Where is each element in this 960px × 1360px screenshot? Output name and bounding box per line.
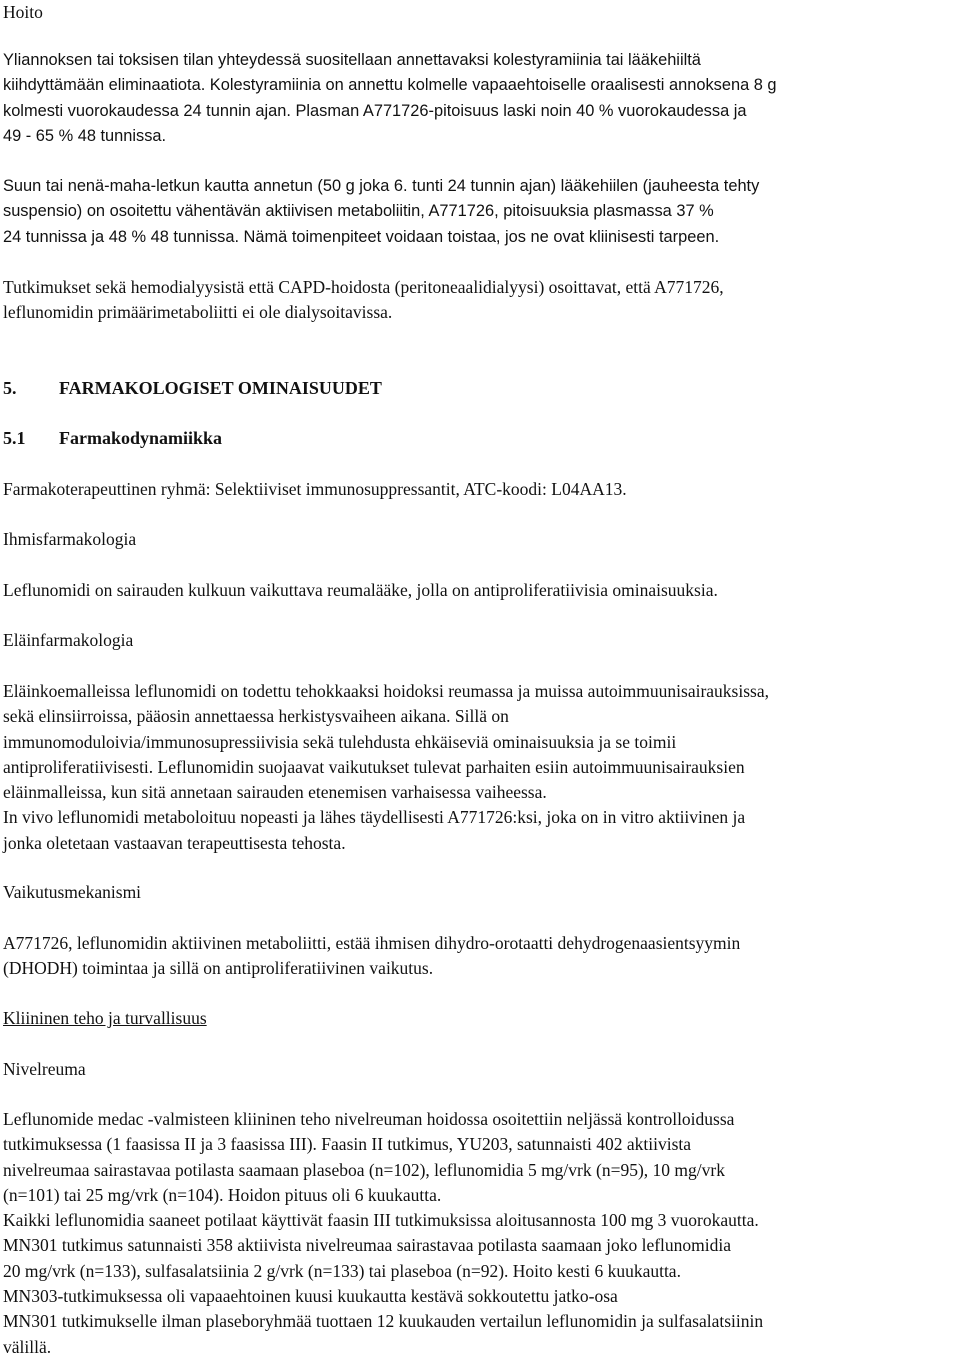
- text-line: 49 - 65 % 48 tunnissa.: [3, 126, 167, 145]
- hoito-heading: Hoito: [3, 2, 43, 22]
- text-line: suspensio) on osoitettu vähentävän aktiivisen metaboliitin, A771726, pitoisuuksia plasmassa 37 %: [3, 202, 714, 221]
- clinical-heading: Kliininen teho ja turvallisuus: [3, 1008, 207, 1028]
- text-line: A771726, leflunomidin aktiivinen metaboliitti, estää ihmisen dihydro-orotaatti dehydrogenaasientsyymin: [3, 933, 741, 953]
- text-line: Tutkimukset sekä hemodialyysistä että CAPD-hoidosta (peritoneaalidialyysi) osoittavat, että A771726,: [3, 277, 724, 297]
- text-line: Eläinkoemalleissa leflunomidi on todettu tehokkaaksi hoidoksi reumassa ja muissa autoimmuunisairauksissa,: [3, 681, 769, 701]
- text-line: eläinmalleissa, kun sitä annetaan sairauden etenemisen varhaisessa vaiheessa.: [3, 782, 547, 803]
- text-line: Yliannoksen tai toksisen tilan yhteydessä suositellaan annettavaksi kolestyramiinia tai lääkehiiltä: [3, 51, 701, 69]
- text-line: MN301 tutkimukselle ilman plaseboryhmää tuottaen 12 kuukauden vertailun leflunomidin ja sulfasalatsiinin: [3, 1311, 764, 1332]
- section-5-1-heading: 5.1 Farmakodynamiikka: [3, 428, 223, 448]
- text-line: Kaikki leflunomidia saaneet potilaat käyttivät faasin III tutkimuksissa aloitusannosta 100 mg 3 vuorokautta.: [3, 1210, 759, 1231]
- mechanism-paragraph: [3, 931, 958, 982]
- text-line: kolmesti vuorokaudessa 24 tunnin ajan. Plasman A771726-pitoisuus laski noin 40 % vuorokaudessa ja: [3, 101, 747, 120]
- text-line: immunomoduloivia/immunosupressiivisia sekä tulehdusta ehkäiseviä ominaisuuksia ja se toimii: [3, 731, 677, 752]
- text-line: (DHODH) toimintaa ja sillä on antiproliferatiivinen vaikutus.: [3, 958, 434, 979]
- text-line: Suun tai nenä-maha-letkun kautta annetun (50 g joka 6. tunti 24 tunnin ajan) lääkehiilen (jauheesta tehty: [3, 177, 760, 195]
- text-line: 20 mg/vrk (n=133), sulfasalatsiinia 2 g/vrk (n=133) tai plaseboa (n=92). Hoito kesti 6 kuukautta.: [3, 1260, 681, 1281]
- animal-pharmacology-heading: Eläinfarmakologia: [3, 630, 134, 650]
- mechanism-heading: Vaikutusmekanismi: [3, 882, 142, 902]
- animal-pharmacology-paragraph: [3, 679, 958, 856]
- text-line: Leflunomide medac -valmisteen kliininen teho nivelreuman hoidossa osoitettiin neljässä kontrolloidussa: [3, 1109, 735, 1129]
- atc-line: Farmakoterapeuttinen ryhmä: Selektiiviset immunosuppressantit, ATC-koodi: L04AA13.: [3, 479, 627, 499]
- text-line: tutkimuksessa (1 faasissa II ja 3 faasissa III). Faasin II tutkimus, YU203, satunnaisti 402 aktiivista: [3, 1134, 692, 1155]
- dialysis-paragraph: [3, 275, 958, 326]
- text-line: kiihdyttämään eliminaatiota. Kolestyramiinia on annettu kolmelle vapaaehtoiselle oraalisesti annoksena 8 g: [3, 76, 777, 95]
- text-line: MN301 tutkimus satunnaisti 358 aktiivista nivelreumaa sairastavaa potilasta saamaan joko leflunomidia: [3, 1235, 732, 1256]
- text-line: MN303-tutkimuksessa oli vapaaehtoinen kuusi kuukautta kestävä sokkoutettu jatko-osa: [3, 1286, 618, 1307]
- human-pharmacology-text: Leflunomidi on sairauden kulkuun vaikuttava reumalääke, jolla on antiproliferatiivisia ominaisuuksia.: [3, 580, 718, 600]
- text-line: In vivo leflunomidi metaboloituu nopeasti ja lähes täydellisesti A771726:ksi, joka on in vitro aktiivinen ja: [3, 807, 746, 828]
- text-line: sekä elinsiirroissa, pääosin annettaessa herkistysvaiheen aikana. Sillä on: [3, 706, 509, 727]
- ra-paragraph: [3, 1107, 958, 1360]
- charcoal-paragraph: [3, 174, 958, 250]
- text-line: nivelreumaa sairastavaa potilasta saamaan plaseboa (n=102), leflunomidia 5 mg/vrk (n=95), 10 mg/vrk: [3, 1159, 725, 1180]
- text-line: leflunomidin primäärimetaboliitti ei ole dialysoitavissa.: [3, 302, 393, 323]
- ra-heading: Nivelreuma: [3, 1059, 86, 1079]
- text-line: jonka oletetaan vastaavan terapeuttisesta tehosta.: [3, 832, 346, 853]
- text-line: välillä.: [3, 1336, 52, 1357]
- human-pharmacology-heading: Ihmisfarmakologia: [3, 529, 137, 549]
- text-line: 24 tunnissa ja 48 % 48 tunnissa. Nämä toimenpiteet voidaan toistaa, jos ne ovat kliinisesti tarpeen.: [3, 227, 720, 246]
- section-5-heading: 5. FARMAKOLOGISET OMINAISUUDET: [3, 378, 382, 398]
- overdose-paragraph: [3, 48, 958, 149]
- text-line: antiproliferatiivisesti. Leflunomidin suojaavat vaikutukset tulevat parhaiten esiin autoimmuunisairauksien: [3, 756, 745, 777]
- text-line: (n=101) tai 25 mg/vrk (n=104). Hoidon pituus oli 6 kuukautta.: [3, 1184, 442, 1205]
